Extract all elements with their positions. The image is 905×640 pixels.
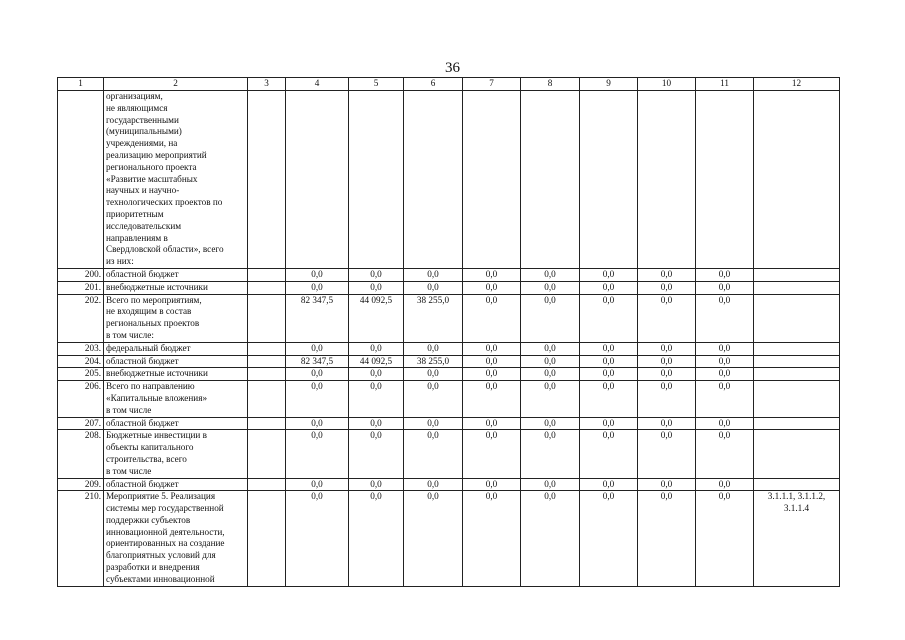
row-value-col9: 0,0 (580, 491, 638, 586)
row-value-col7: 0,0 (463, 368, 521, 381)
row-description: внебюджетные источники (104, 281, 248, 294)
row-value-col10: 0,0 (638, 417, 696, 430)
row-target-reference (754, 342, 840, 355)
row-value-col9: 0,0 (580, 417, 638, 430)
row-description: федеральный бюджет (104, 342, 248, 355)
row-value-col5: 44 092,5 (349, 355, 404, 368)
row-target-reference (754, 294, 840, 342)
row-value-col5: 0,0 (349, 268, 404, 281)
table-row (58, 342, 840, 355)
column-header-12: 12 (754, 78, 840, 91)
row-value-col7: 0,0 (463, 491, 521, 586)
row-value-col7: 0,0 (463, 268, 521, 281)
table-row (58, 478, 840, 491)
column-header-5: 5 (349, 78, 404, 91)
row-value-col9: 0,0 (580, 281, 638, 294)
column-header-11: 11 (696, 78, 754, 91)
row-value-col11: 0,0 (696, 491, 754, 586)
row-value-col6: 0,0 (404, 281, 463, 294)
row-value-col11: 0,0 (696, 368, 754, 381)
row-value-col11: 0,0 (696, 342, 754, 355)
row-value-col4 (286, 91, 349, 269)
row-number (58, 91, 104, 269)
row-value-col5: 0,0 (349, 417, 404, 430)
row-value-col11: 0,0 (696, 281, 754, 294)
row-number: 206. (58, 381, 104, 417)
row-target-reference (754, 381, 840, 417)
row-value-col4: 0,0 (286, 342, 349, 355)
row-value-col10: 0,0 (638, 355, 696, 368)
row-value-col4: 0,0 (286, 478, 349, 491)
column-header-7: 7 (463, 78, 521, 91)
row-value-col9: 0,0 (580, 478, 638, 491)
row-col3 (248, 355, 286, 368)
row-value-col10: 0,0 (638, 368, 696, 381)
row-value-col8 (521, 91, 580, 269)
row-number: 204. (58, 355, 104, 368)
row-description: областной бюджет (104, 268, 248, 281)
column-header-2: 2 (104, 78, 248, 91)
column-header-1: 1 (58, 78, 104, 91)
row-number: 201. (58, 281, 104, 294)
row-col3 (248, 430, 286, 478)
row-value-col6: 38 255,0 (404, 294, 463, 342)
row-value-col9: 0,0 (580, 381, 638, 417)
row-col3 (248, 478, 286, 491)
table-row (58, 355, 840, 368)
row-value-col5: 0,0 (349, 491, 404, 586)
row-col3 (248, 417, 286, 430)
row-description: Бюджетные инвестиции в объекты капитального строительства, всего в том числе (104, 430, 248, 478)
table-row (58, 430, 840, 478)
row-value-col6: 0,0 (404, 381, 463, 417)
row-target-reference (754, 91, 840, 269)
row-value-col6 (404, 91, 463, 269)
page-number: 36 (445, 60, 460, 76)
column-header-9: 9 (580, 78, 638, 91)
row-value-col10: 0,0 (638, 381, 696, 417)
row-value-col4: 0,0 (286, 430, 349, 478)
row-value-col9: 0,0 (580, 368, 638, 381)
row-value-col10: 0,0 (638, 491, 696, 586)
row-value-col8: 0,0 (521, 294, 580, 342)
row-number: 200. (58, 268, 104, 281)
table-row (58, 281, 840, 294)
row-value-col8: 0,0 (521, 281, 580, 294)
row-target-reference (754, 368, 840, 381)
row-value-col9 (580, 91, 638, 269)
row-col3 (248, 91, 286, 269)
row-number: 205. (58, 368, 104, 381)
row-value-col6: 0,0 (404, 417, 463, 430)
row-value-col7 (463, 91, 521, 269)
row-value-col7: 0,0 (463, 381, 521, 417)
table-row (58, 368, 840, 381)
row-value-col8: 0,0 (521, 478, 580, 491)
row-value-col6: 0,0 (404, 268, 463, 281)
row-value-col10: 0,0 (638, 342, 696, 355)
row-value-col9: 0,0 (580, 294, 638, 342)
row-target-reference (754, 430, 840, 478)
row-value-col7: 0,0 (463, 281, 521, 294)
table-row (58, 491, 840, 586)
row-description: Всего по направлению «Капитальные вложения» в том числе (104, 381, 248, 417)
row-description: Всего по мероприятиям, не входящим в состав региональных проектов в том числе: (104, 294, 248, 342)
row-value-col6: 0,0 (404, 430, 463, 478)
row-col3 (248, 368, 286, 381)
row-value-col8: 0,0 (521, 430, 580, 478)
row-value-col8: 0,0 (521, 381, 580, 417)
row-value-col11: 0,0 (696, 381, 754, 417)
row-value-col6: 0,0 (404, 342, 463, 355)
row-col3 (248, 342, 286, 355)
row-value-col7: 0,0 (463, 342, 521, 355)
row-value-col10: 0,0 (638, 478, 696, 491)
row-value-col6: 38 255,0 (404, 355, 463, 368)
row-value-col8: 0,0 (521, 368, 580, 381)
row-value-col8: 0,0 (521, 268, 580, 281)
row-col3 (248, 294, 286, 342)
row-value-col4: 0,0 (286, 268, 349, 281)
row-description: областной бюджет (104, 478, 248, 491)
row-value-col9: 0,0 (580, 355, 638, 368)
row-target-reference (754, 268, 840, 281)
row-value-col5 (349, 91, 404, 269)
table-row (58, 268, 840, 281)
row-number: 203. (58, 342, 104, 355)
row-value-col8: 0,0 (521, 417, 580, 430)
row-value-col9: 0,0 (580, 430, 638, 478)
row-description: внебюджетные источники (104, 368, 248, 381)
row-value-col6: 0,0 (404, 491, 463, 586)
row-value-col5: 0,0 (349, 381, 404, 417)
row-value-col4: 0,0 (286, 417, 349, 430)
row-value-col5: 0,0 (349, 342, 404, 355)
row-value-col11: 0,0 (696, 355, 754, 368)
row-number: 209. (58, 478, 104, 491)
row-target-reference (754, 417, 840, 430)
column-header-3: 3 (248, 78, 286, 91)
row-value-col11: 0,0 (696, 478, 754, 491)
row-value-col5: 0,0 (349, 368, 404, 381)
row-value-col4: 0,0 (286, 491, 349, 586)
row-value-col7: 0,0 (463, 417, 521, 430)
row-value-col9: 0,0 (580, 268, 638, 281)
row-value-col10 (638, 91, 696, 269)
row-value-col11 (696, 91, 754, 269)
row-value-col10: 0,0 (638, 268, 696, 281)
row-value-col5: 0,0 (349, 478, 404, 491)
row-value-col5: 0,0 (349, 281, 404, 294)
row-number: 207. (58, 417, 104, 430)
row-value-col6: 0,0 (404, 478, 463, 491)
row-target-reference: 3.1.1.1, 3.1.1.2, 3.1.1.4 (754, 491, 840, 586)
row-description: организациям, не являющимся государственными (муниципальными) учреждениями, на реализацию мероприятий регионального проекта «Развитие масштабных научных и научно- технологических проектов по приоритетным исследовательским направлениям в Свердловской области», всего из них: (104, 91, 248, 269)
row-value-col4: 82 347,5 (286, 294, 349, 342)
row-target-reference (754, 281, 840, 294)
column-header-10: 10 (638, 78, 696, 91)
row-value-col7: 0,0 (463, 294, 521, 342)
row-target-reference (754, 478, 840, 491)
row-value-col11: 0,0 (696, 268, 754, 281)
row-description: Мероприятие 5. Реализация системы мер государственной поддержки субъектов инновационной деятельности, ориентированных на создание благоприятных условий для разработки и внедрения субъектами инновационной (104, 491, 248, 586)
row-number: 202. (58, 294, 104, 342)
table-row (58, 381, 840, 417)
table-row (58, 294, 840, 342)
row-number: 208. (58, 430, 104, 478)
row-description: областной бюджет (104, 417, 248, 430)
row-value-col7: 0,0 (463, 478, 521, 491)
row-value-col5: 44 092,5 (349, 294, 404, 342)
row-value-col6: 0,0 (404, 368, 463, 381)
row-value-col11: 0,0 (696, 417, 754, 430)
row-col3 (248, 381, 286, 417)
row-value-col4: 0,0 (286, 381, 349, 417)
row-value-col4: 0,0 (286, 368, 349, 381)
row-value-col7: 0,0 (463, 355, 521, 368)
row-value-col10: 0,0 (638, 281, 696, 294)
row-value-col10: 0,0 (638, 430, 696, 478)
row-col3 (248, 268, 286, 281)
row-target-reference (754, 355, 840, 368)
table-body (58, 91, 840, 587)
row-value-col10: 0,0 (638, 294, 696, 342)
row-value-col8: 0,0 (521, 342, 580, 355)
row-value-col8: 0,0 (521, 355, 580, 368)
row-value-col11: 0,0 (696, 430, 754, 478)
row-col3 (248, 491, 286, 586)
table-row (58, 91, 840, 269)
row-value-col8: 0,0 (521, 491, 580, 586)
column-header-6: 6 (404, 78, 463, 91)
row-value-col4: 0,0 (286, 281, 349, 294)
row-value-col4: 82 347,5 (286, 355, 349, 368)
header-row (58, 78, 840, 91)
row-value-col5: 0,0 (349, 430, 404, 478)
row-value-col9: 0,0 (580, 342, 638, 355)
row-col3 (248, 281, 286, 294)
row-value-col11: 0,0 (696, 294, 754, 342)
column-header-8: 8 (521, 78, 580, 91)
row-number: 210. (58, 491, 104, 586)
budget-table (57, 77, 840, 587)
table-row (58, 417, 840, 430)
column-header-4: 4 (286, 78, 349, 91)
row-description: областной бюджет (104, 355, 248, 368)
row-value-col7: 0,0 (463, 430, 521, 478)
